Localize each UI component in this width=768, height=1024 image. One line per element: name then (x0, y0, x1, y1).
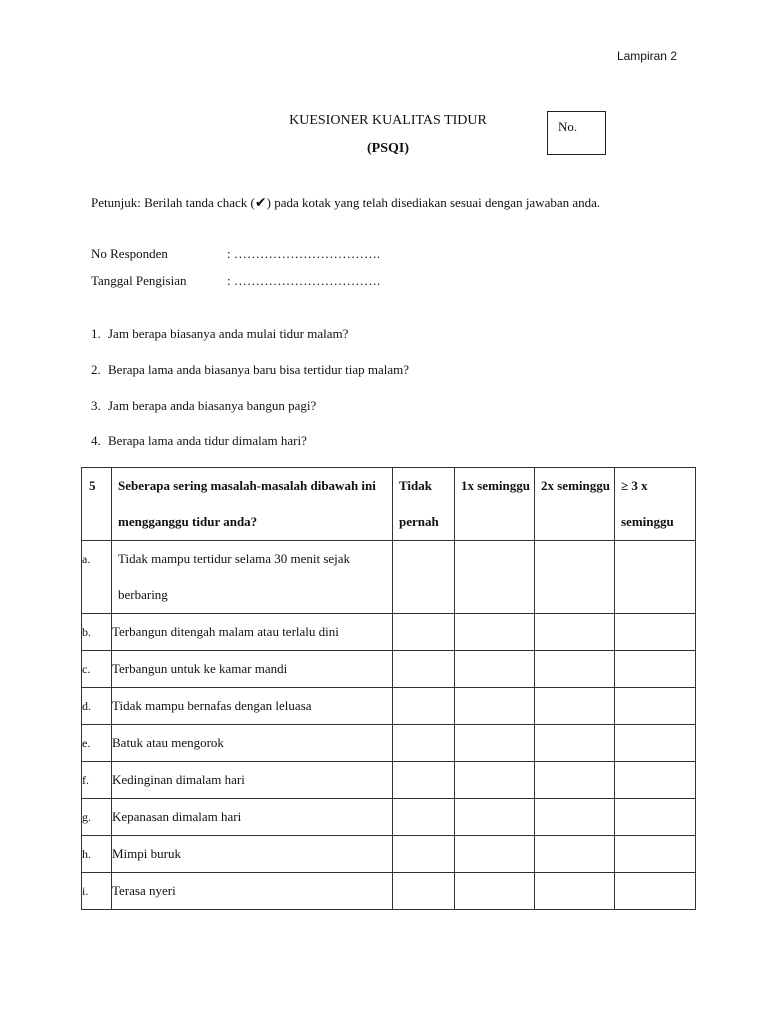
row-text: Kepanasan dimalam hari (112, 799, 393, 836)
answer-cell[interactable] (615, 873, 696, 910)
answer-cell[interactable] (393, 651, 455, 688)
question-number: 4. (91, 433, 101, 448)
table-row (82, 614, 696, 651)
table-header-row (82, 468, 696, 541)
field-value: : ……………………………. (227, 246, 381, 261)
answer-cell[interactable] (615, 614, 696, 651)
row-letter: e. (82, 725, 112, 762)
question-number: 1. (91, 326, 101, 341)
row-letter: d. (82, 688, 112, 725)
question-number-cell: 5 (82, 468, 112, 541)
answer-cell[interactable] (535, 836, 615, 873)
page-title: KUESIONER KUALITAS TIDUR (289, 113, 487, 128)
row-letter: g. (82, 799, 112, 836)
answer-cell[interactable] (393, 836, 455, 873)
question-header-cell: Seberapa sering masalah-masalah dibawah ini mengganggu tidur anda? (112, 468, 393, 541)
column-header-2x: 2x seminggu (535, 468, 615, 541)
number-box[interactable] (547, 111, 606, 155)
row-text: Batuk atau mengorok (112, 725, 393, 762)
answer-cell[interactable] (455, 725, 535, 762)
answer-cell[interactable] (455, 799, 535, 836)
row-text: Tidak mampu bernafas dengan leluasa (112, 688, 393, 725)
answer-cell[interactable] (455, 688, 535, 725)
instructions (91, 190, 678, 216)
question-1 (91, 326, 348, 342)
answer-cell[interactable] (455, 651, 535, 688)
question-4 (91, 433, 307, 449)
row-text: Terbangun untuk ke kamar mandi (112, 651, 393, 688)
answer-cell[interactable] (455, 873, 535, 910)
answer-cell[interactable] (535, 725, 615, 762)
answer-cell[interactable] (535, 651, 615, 688)
answer-cell[interactable] (615, 836, 696, 873)
answer-cell[interactable] (615, 651, 696, 688)
question-2 (91, 362, 409, 378)
answer-cell[interactable] (393, 762, 455, 799)
check-mark-icon: ✔ (254, 195, 267, 211)
row-text: Kedinginan dimalam hari (112, 762, 393, 799)
row-text: Terbangun ditengah malam atau terlalu dini (112, 614, 393, 651)
question-number: 3. (91, 398, 101, 413)
row-letter: b. (82, 614, 112, 651)
number-box-label: No. (558, 119, 578, 134)
answer-cell[interactable] (393, 873, 455, 910)
answer-cell[interactable] (615, 541, 696, 614)
answer-cell[interactable] (455, 614, 535, 651)
field-label: No Responden (91, 246, 168, 261)
column-header-3x: ≥ 3 x seminggu (615, 468, 696, 541)
answer-cell[interactable] (455, 762, 535, 799)
table-row (82, 873, 696, 910)
answer-cell[interactable] (393, 725, 455, 762)
row-letter: i. (82, 873, 112, 910)
sleep-problems-table (81, 467, 696, 910)
table-row (82, 725, 696, 762)
answer-cell[interactable] (393, 799, 455, 836)
table-row (82, 651, 696, 688)
answer-cell[interactable] (455, 836, 535, 873)
question-text: Jam berapa biasanya anda mulai tidur malam? (108, 326, 349, 341)
question-text: Jam berapa anda biasanya bangun pagi? (108, 398, 317, 413)
row-letter: c. (82, 651, 112, 688)
field-value: : ……………………………. (227, 273, 381, 288)
row-text: Mimpi buruk (112, 836, 393, 873)
row-letter: a. (82, 541, 112, 614)
question-text: Berapa lama anda biasanya baru bisa tertidur tiap malam? (108, 362, 410, 377)
answer-cell[interactable] (535, 541, 615, 614)
row-text: Tidak mampu tertidur selama 30 menit sejak berbaring (112, 541, 393, 614)
column-header-tidak-pernah: Tidak pernah (393, 468, 455, 541)
appendix-label: Lampiran 2 (616, 49, 677, 63)
answer-cell[interactable] (615, 799, 696, 836)
row-letter: h. (82, 836, 112, 873)
answer-cell[interactable] (535, 688, 615, 725)
answer-cell[interactable] (393, 541, 455, 614)
answer-cell[interactable] (535, 762, 615, 799)
question-text: Berapa lama anda tidur dimalam hari? (108, 433, 307, 448)
answer-cell[interactable] (615, 688, 696, 725)
answer-cell[interactable] (393, 614, 455, 651)
field-tanggal-pengisian[interactable] (91, 273, 380, 289)
answer-cell[interactable] (455, 541, 535, 614)
question-3 (91, 398, 316, 414)
column-header-1x: 1x seminggu (455, 468, 535, 541)
question-number: 2. (91, 362, 101, 377)
field-label: Tanggal Pengisian (91, 273, 187, 288)
table-row (82, 799, 696, 836)
answer-cell[interactable] (535, 873, 615, 910)
table-row (82, 762, 696, 799)
instructions-text-after: ) pada kotak yang telah disediakan sesuai dengan jawaban anda. (266, 195, 601, 210)
table-row (82, 541, 696, 614)
page-subtitle: (PSQI) (367, 141, 409, 156)
instructions-text-before: Petunjuk: Berilah tanda chack ( (91, 195, 255, 210)
answer-cell[interactable] (615, 725, 696, 762)
row-text: Terasa nyeri (112, 873, 393, 910)
field-no-responden[interactable] (91, 246, 380, 262)
table-row (82, 836, 696, 873)
answer-cell[interactable] (535, 799, 615, 836)
answer-cell[interactable] (615, 762, 696, 799)
row-letter: f. (82, 762, 112, 799)
answer-cell[interactable] (393, 688, 455, 725)
answer-cell[interactable] (535, 614, 615, 651)
table-row (82, 688, 696, 725)
